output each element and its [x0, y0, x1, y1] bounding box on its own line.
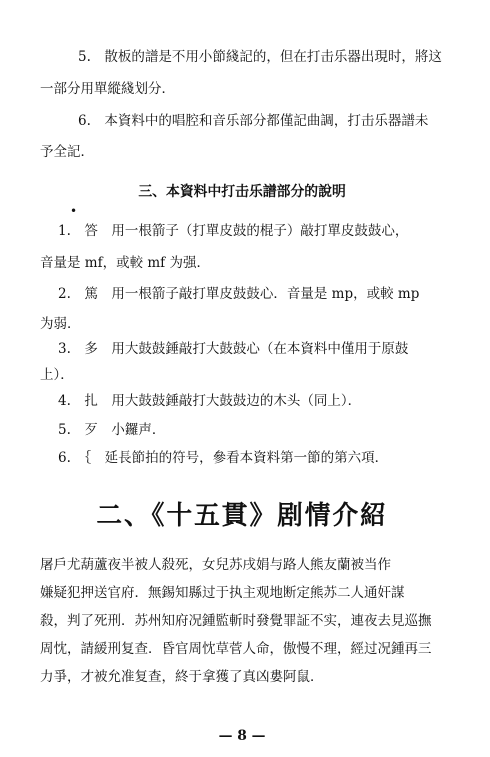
- stray-dot: •: [70, 204, 78, 218]
- note-5-line-1: 5. 散板的譜是不用小節綫記的，但在打击乐器出現时，將这: [78, 49, 442, 65]
- plot-line-3: 殺，判了死刑．苏州知府况鍾監斬时發覺罪証不实，連夜去見巡撫: [40, 613, 432, 629]
- item-3-line-1: 3. 多 用大鼓鼓錘敲打大鼓鼓心（在本資料中僅用于原鼓: [58, 341, 409, 357]
- item-5: 5. 歹 小鑼声．: [58, 422, 166, 438]
- item-1-line-2: 音量是 mf，或較 mf 为强．: [40, 255, 210, 271]
- section-title: 二、《十五貫》剧情介紹: [96, 501, 388, 531]
- note-6-line-2: 予全記．: [40, 144, 94, 160]
- item-3-line-2: 上）．: [40, 367, 74, 383]
- plot-line-5: 力爭，才被允准复查，終于拿獲了真凶婁阿鼠．: [40, 669, 324, 685]
- item-1-line-1: 1. 答 用一根箭子（打單皮鼓的棍子）敲打單皮鼓鼓心，: [58, 223, 409, 239]
- plot-line-2: 嫌疑犯押送官府．無錫知縣过于执主观地断定熊苏二人通奸謀: [40, 585, 405, 601]
- note-5-line-2: 一部分用單縱綫划分．: [40, 81, 175, 97]
- plot-line-1: 屠戶尤葫蘆夜半被人殺死，女兒苏戌娟与路人熊友蘭被当作: [40, 557, 391, 573]
- item-6: 6. ｛ 延長節拍的符号，參看本資料第一節的第六項．: [58, 450, 389, 466]
- item-4: 4. 扎 用大鼓鼓錘敲打大鼓鼓边的木头（同上）．: [58, 393, 362, 409]
- item-2-line-1: 2. 篤 用一根箭子敲打單皮鼓鼓心．音量是 mp，或較 mp: [58, 286, 420, 302]
- page-number: — 8 —: [218, 728, 266, 744]
- note-6-line-1: 6. 本資料中的唱腔和音乐部分都僅記曲調，打击乐器譜未: [78, 113, 429, 129]
- plot-line-4: 周忱，請緩刑复查．昏官周忱草菅人命，傲慢不理，經过况鍾再三: [40, 641, 432, 657]
- item-2-line-2: 为弱．: [40, 316, 81, 332]
- section-heading: 三、本資料中打击乐譜部分的說明: [138, 184, 346, 200]
